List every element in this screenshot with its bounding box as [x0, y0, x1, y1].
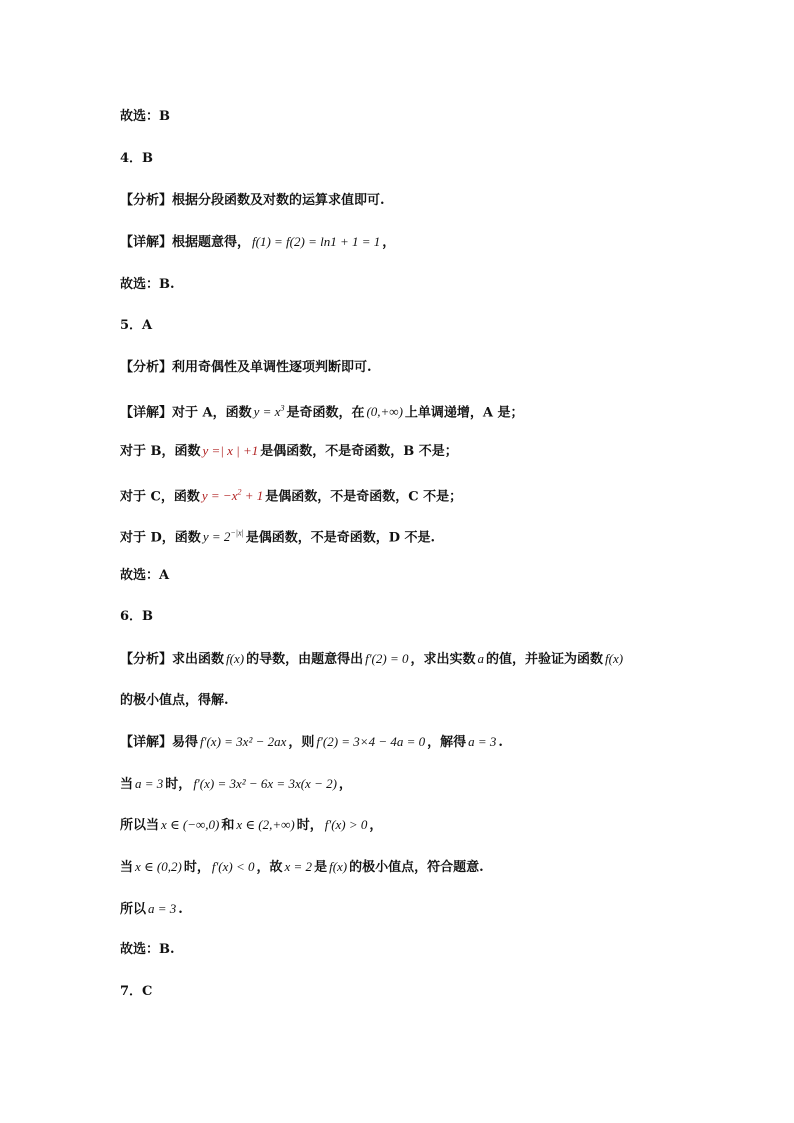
analysis-text: ，求出实数 [410, 652, 476, 667]
math-tail: + 1 [241, 488, 264, 504]
math-expression: a = 3 [468, 734, 497, 749]
math-expression: x ∈ (0,2) [135, 859, 182, 874]
question-5-heading [120, 317, 152, 335]
detail-text: 对于 D，函数 [120, 530, 201, 546]
answer-line-5 [120, 567, 169, 585]
math-expression: a [477, 651, 484, 666]
detail-text: 时， [183, 860, 210, 875]
detail-6-c [120, 816, 382, 835]
math-expression: y =| x | +1 [202, 443, 259, 458]
analysis-text: 的极小值点，得解. [120, 693, 229, 708]
detail-text: 是奇函数，在 [286, 405, 365, 421]
detail-text: 时， [296, 818, 323, 833]
math-expression: f′(2) = 3×4 − 4a = 0 [316, 734, 426, 749]
analysis-text: 的值，并验证为函数 [485, 652, 603, 667]
math-expression: f(1) = f(2) = ln1 + 1 = 1 [252, 234, 381, 249]
detail-6-d [120, 858, 484, 877]
detail-5-d [120, 525, 435, 547]
math-expression: x ∈ (2,+∞) [236, 817, 295, 832]
question-number: 7．C [120, 984, 153, 999]
analysis-6-cont [120, 692, 229, 710]
math-base: y = −x [201, 488, 238, 504]
detail-text: 是偶函数，不是奇函数，B 不是； [260, 444, 458, 459]
question-number: 4．B [120, 151, 154, 166]
punctuation: ， [382, 235, 396, 250]
detail-text: ，则 [288, 735, 315, 750]
detail-5-c [120, 484, 462, 506]
punctuation: ， [338, 777, 352, 792]
question-6-heading [120, 608, 153, 626]
question-number: 5．A [120, 318, 153, 333]
math-expression: a = 3 [148, 901, 177, 916]
detail-text: 是 [314, 860, 328, 875]
math-expression: f′(x) > 0 [324, 817, 368, 832]
detail-text: 是偶函数，不是奇函数，D 不是. [245, 530, 436, 546]
detail-text: 【详解】根据题意得， [120, 235, 251, 250]
math-expression: a = 3 [135, 776, 164, 791]
math-base: y = x [253, 404, 281, 420]
punctuation: . [178, 902, 183, 917]
analysis-6 [120, 650, 625, 669]
math-expression: f′(2) = 0 [365, 651, 409, 666]
punctuation: . [498, 735, 503, 750]
answer-line-1 [120, 108, 170, 126]
math-interval: (0,+∞) [366, 404, 403, 420]
detail-6-e [120, 900, 183, 919]
answer-text: 故选：A [120, 568, 170, 583]
detail-text: 和 [221, 818, 235, 833]
math-exponent: −|x| [230, 529, 244, 538]
question-number: 6．B [120, 609, 154, 624]
analysis-5 [120, 359, 372, 377]
math-expression: x ∈ (−∞,0) [161, 817, 220, 832]
analysis-text: 的导数，由题意得出 [246, 652, 364, 667]
detail-5-b [120, 442, 458, 461]
analysis-text: 【分析】利用奇偶性及单调性逐项判断即可. [120, 360, 372, 375]
math-base: y = 2 [202, 529, 231, 545]
analysis-4 [120, 192, 385, 210]
math-expression: x = 2 [284, 859, 313, 874]
detail-text: 所以 [120, 902, 147, 917]
math-expression [254, 404, 285, 419]
math-expression: f′(x) < 0 [211, 859, 255, 874]
answer-text: 故选：B. [120, 277, 175, 292]
detail-text: 对于 C，函数 [120, 489, 200, 505]
analysis-text: 【分析】根据分段函数及对数的运算求值即可. [120, 193, 385, 208]
detail-4 [120, 233, 395, 252]
detail-text: 时， [165, 777, 192, 792]
answer-text: 故选：B [120, 109, 170, 124]
math-expression: f′(x) = 3x² − 6x = 3x(x − 2) [193, 776, 337, 791]
answer-line-6 [120, 941, 175, 959]
detail-text: 所以当 [120, 818, 160, 833]
detail-5-a [120, 400, 524, 422]
detail-text: 当 [120, 777, 134, 792]
detail-text: ，故 [256, 860, 283, 875]
answer-text: 故选：B. [120, 942, 175, 957]
math-exponent: 2 [237, 488, 242, 497]
detail-6-b [120, 775, 352, 794]
question-7-heading [120, 983, 152, 1001]
detail-text: 对于 B，函数 [120, 444, 201, 459]
answer-line-4 [120, 276, 175, 294]
math-expression [203, 529, 244, 544]
math-expression: f′(x) = 3x² − 2ax [200, 734, 287, 749]
math-expression: f(x) [605, 651, 624, 666]
detail-text: 的极小值点，符合题意. [349, 860, 484, 875]
math-exponent: 3 [280, 404, 285, 413]
math-expression: f(x) [329, 859, 348, 874]
math-expression: f(x) [226, 651, 245, 666]
detail-text: 当 [120, 860, 134, 875]
math-expression [202, 488, 263, 503]
detail-text: ，解得 [427, 735, 467, 750]
question-4-heading [120, 150, 153, 168]
punctuation: ， [369, 818, 383, 833]
analysis-text: 【分析】求出函数 [120, 652, 225, 667]
detail-text: 上单调递增，A 是； [404, 405, 524, 421]
detail-text: 【详解】对于 A，函数 [120, 405, 252, 421]
detail-text: 是偶函数，不是奇函数，C 不是； [265, 489, 463, 505]
detail-6-a [120, 733, 503, 752]
detail-text: 【详解】易得 [120, 735, 199, 750]
